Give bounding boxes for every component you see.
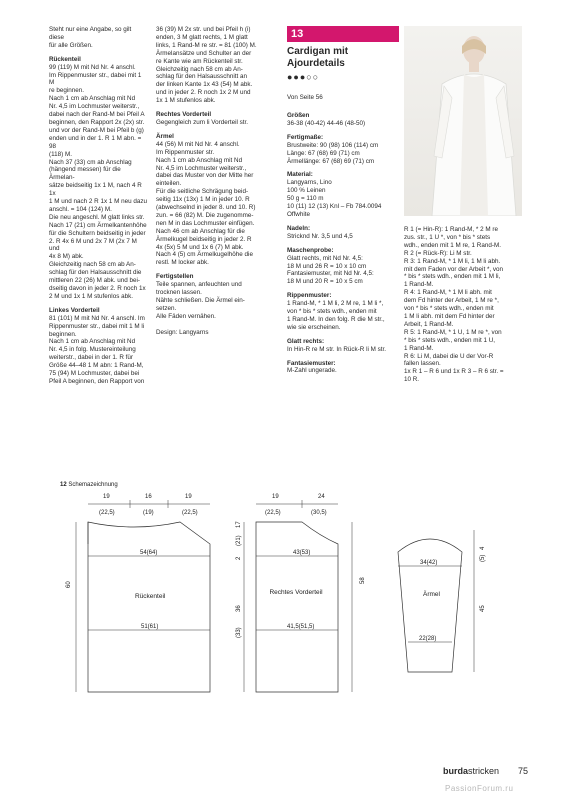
back-lower-width: 51(61) [141,624,159,630]
schematic-label: 12 Schemazeichnung [60,482,118,488]
front-lower-width: 41,5(51,5) [287,624,315,630]
sleeve-lower-width: 22(28) [419,636,437,642]
back-upper-width: 54(64) [140,550,158,556]
paragraph: Langyarns, Lino 100 % Leinen 50 g = 110 m 10 (11) 12 (13) Knl – Fb 784.0094 Offwhite [287,179,382,218]
section-heading: Nadeln: [287,224,311,232]
see-page-reference: Von Seite 56 [287,94,323,101]
back-piece [66,494,210,692]
front-h3: 36 [236,605,242,612]
paragraph: 36 (39) M 2x str. und bei Pfeil h (i) enden, 3 M glatt rechts, 1 M glatt links, 1 Rand-M re str. = 81 (100) M. Ärmelansätze und Schulter an der re Kante wie am Rückenteil str. Gleichzeitig nach 58 cm ab An- schlag für den Halsausschnitt an der linken Kante 1x 43 (54) M abk. und in jeder 2. R noch 1x 2 M und 1x 1 M stufenlos abk. [156,26,257,105]
paragraph: 99 (119) M mit Nd Nr. 4 anschl. Im Rippenmuster str., dabei mit 1 M re beginnen. Nach 1 cm ab Anschlag mit Nd Nr. 4,5 im Lochmuster weiterstr., dabei nach der Rand-M bei Pfeil A beginnen, den Rapport 2x (2x) str. und vor der Rand-M bei Pfeil b (g) enden und in der 1. R 1 M abn. = 98 (118) M. Nach 37 (33) cm ab Anschlag (hängend messen) für die Ärmelan- sätze beidseitig 1x 1 M, nach 4 R 1x 1 M und nach 2 R 1x 1 M neu dazu anschl. = 104 (124) M. Die neu angeschl. M glatt links str. Nach 17 (21) cm Ärmelkantenhöhe für die Schultern beidseitig in jeder 2. R 4x 6 M und 2x 7 M (2x 7 M und 4x 8 M) abk. Gleichzeitig nach 58 cm ab An- schlag für den Halsausschnitt die mittleren 22 (26) M abk. und bei- dseitig davon in jeder 2. R noch 1x 2 M und 1x 1 M stufenlos abk. [49,63,148,300]
section-heading: Material: [287,171,313,179]
front-h2: 2 [236,556,242,560]
section-heading: Rippenmuster: [287,292,332,300]
sleeve-cap-height: 4 [480,546,486,550]
section-heading: Rückenteil [49,55,81,63]
paragraph: M-Zahl ungerade. [287,367,337,375]
paragraph: R 1 (= Hin-R): 1 Rand-M, * 2 M re zus. str., 1 U *, von * bis * stets wdh., enden mit 1 M re, 1 Rand-M. R 2 (= Rück-R): Li M str. R 3: 1 Rand-M, * 1 M li, 1 M li abh. mit dem Faden vor der Arbeit *, von * bis * stets wdh., enden mit 1 M li, 1 Rand-M. R 4: 1 Rand-M, * 1 M li abh. mit dem Fd hinter der Arbeit, 1 M re *, von * bis * stets wdh., enden mit 1 M li abh. mit dem Fd hinter der Arbeit, 1 Rand-M. R 5: 1 Rand-M, * 1 U, 1 M re *, von * bis * stets wdh., enden mit 1 U, 1 Rand-M. R 6: Li M, dabei die U der Vor-R fallen lassen. 1x R 1 – R 6 und 1x R 3 – R 6 str. = 10 R. [404,226,504,384]
section-heading: Maschenprobe: [287,246,334,254]
front-sub-a: (22,5) [265,510,281,516]
back-height: 60 [66,581,72,588]
front-height: 58 [360,577,366,584]
sleeve-piece [398,530,486,672]
sleeve-upper-width: 34(42) [420,560,438,566]
front-h1s: (21) [236,535,242,546]
paragraph: 36-38 (40-42) 44-46 (48-50) [287,119,366,127]
front-piece [236,494,366,692]
front-upper-width: 43(53) [293,550,311,556]
difficulty-rating: ●●●○○ [287,72,320,82]
paragraph: Design: Langyarns [156,328,209,336]
paragraph: Brustweite: 90 (98) 106 (114) cm Länge: 67 (68) 69 (71) cm Ärmellänge: 67 (68) 69 (71) cm [287,141,379,165]
paragraph: Steht nur eine Angabe, so gilt diese für alle Größen. [49,26,132,49]
sleeve-height: 45 [480,605,486,612]
section-heading: Glatt rechts: [287,337,325,345]
sleeve-label: Ärmel [423,591,440,598]
section-heading: Fertigmaße: [287,133,324,141]
page-number: 75 [518,766,529,776]
front-piece-label: Rechtes Vorderteil [269,589,323,596]
pattern-title: Cardigan mit Ajourdetails [287,46,349,69]
magazine-brand: burdastricken [443,766,500,776]
back-top-c: 19 [185,494,192,500]
back-piece-label: Rückenteil [135,593,166,600]
back-top-b: 16 [145,494,152,500]
paragraph: Gegengleich zum li Vorderteil str. [156,118,249,126]
watermark: PassionForum.ru [445,784,514,793]
paragraph: 44 (56) M mit Nd Nr. 4 anschl. Im Rippenmuster str. Nach 1 cm ab Anschlag mit Nd Nr. 4,5 im Lochmuster weiterstr., dabei das Muster von der Mitte her einteilen. Für die seitliche Schrägung beid- seitig 11x (13x) 1 M in jeder 10. R (abwechselnd in jeder 8. und 10. R) zun. = 66 (82) M. Die zugenomme- nen M in das Lochmuster einfügen. Nach 46 cm ab Anschlag für die Ärmelkugel beidseitig in jeder 2. R 4x (5x) 5 M und 1x 6 (7) M abk. Nach 4 (5) cm Ärmelkugelhöhe die restl. M locker abk. [156,140,256,267]
back-top-a: 19 [103,494,110,500]
section-heading: Fertigstellen [156,273,194,281]
paragraph: Teile spannen, anfeuchten und trocknen lassen. Nähte schließen. Die Ärmel ein- setzen. Alle Fäden vernähen. [156,281,245,320]
front-top-a: 19 [272,494,279,500]
paragraph: 1 Rand-M, * 1 M li, 2 M re, 1 M li *, von * bis * stets wdh., enden mit 1 Rand-M. In den folg. R die M str., wie sie erscheinen. [287,300,385,331]
paragraph: Glatt rechts, mit Nd Nr. 4,5: 18 M und 26 R = 10 x 10 cm Fantasiemuster, mit Nd Nr. 4,5: 18 M und 20 R = 10 x 5 cm [287,254,374,286]
back-sub-b: (19) [143,510,154,516]
front-sub-b: (30,5) [311,510,327,516]
back-sub-c: (22,5) [182,510,198,516]
front-h3s: (33) [236,627,242,638]
section-heading: Linkes Vorderteil [49,306,100,314]
sleeve-cap-height-s: (5) [480,554,486,562]
front-top-b: 24 [318,494,325,500]
section-heading: Rechtes Vorderteil [156,111,212,119]
front-h1: 17 [236,521,242,528]
paragraph: In Hin-R re M str. In Rück-R li M str. [287,345,387,353]
section-heading: Größen [287,112,310,119]
section-heading: Ärmel [156,132,174,140]
pattern-number: 13 [291,28,304,40]
paragraph: Stricknd Nr. 3,5 und 4,5 [287,232,353,240]
back-sub-a: (22,5) [99,510,115,516]
section-heading: Fantasiemuster: [287,359,336,367]
paragraph: 81 (101) M mit Nd Nr. 4 anschl. Im Rippenmuster str., dabei mit 1 M li beginnen. Nach 1 cm ab Anschlag mit Nd Nr. 4,5 in folg. Mustereinteilung weiterstr., dabei in der 1. R für Größe 44–48 1 M abn: 1 Rand-M, 75 (94) M Lochmuster, dabei bei Pfeil A beginnen, den Rapport von [49,314,145,385]
